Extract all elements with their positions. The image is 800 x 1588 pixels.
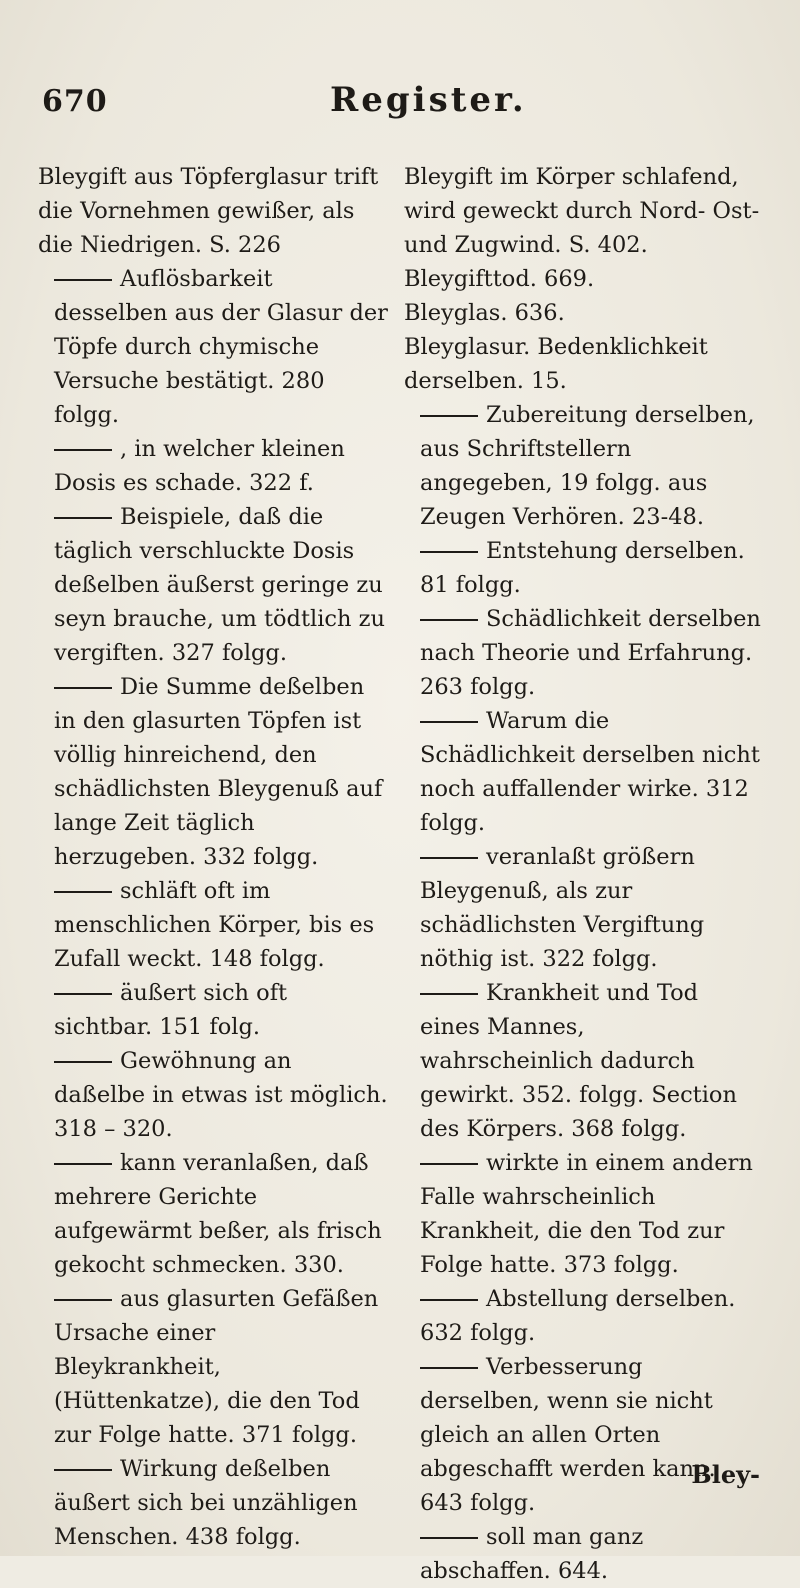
entry-text: Verbesserung derselben, wenn sie nicht gleich an allen Orten abgeschafft werden kann. 643 folgg. — [420, 1354, 716, 1516]
entry-text: aus glasurten Gefäßen Ursache einer Bleykrankheit, (Hüttenkatze), die den Tod zur Folge hatte. 371 folgg. — [54, 1286, 379, 1448]
index-subentry — [38, 1146, 388, 1282]
entry-text: Die Summe deßelben in den glasurten Töpfen ist völlig hinreichend, den schädlichsten Bleygenuß auf lange Zeit täglich herzugeben. 332 folgg. — [54, 674, 383, 870]
ditto-rule — [54, 687, 112, 689]
entry-text: Entstehung derselben. 81 folgg. — [420, 538, 745, 598]
ditto-rule — [420, 415, 478, 417]
ditto-rule — [420, 1299, 478, 1301]
index-subentry — [38, 1452, 388, 1554]
index-subentry — [38, 670, 388, 874]
entry-text: wirkte in einem andern Falle wahrscheinlich Krankheit, die den Tod zur Folge hatte. 373 folgg. — [420, 1150, 753, 1278]
ditto-rule — [420, 1367, 478, 1369]
index-subentry — [38, 1282, 388, 1452]
entry-text: Krankheit und Tod eines Mannes, wahrscheinlich dadurch gewirkt. 352. folgg. Section des Körpers. 368 folgg. — [420, 980, 737, 1142]
entry-text: veranlaßt größern Bleygenuß, als zur schädlichsten Vergiftung nöthig ist. 322 folgg. — [420, 844, 705, 972]
ditto-rule — [54, 993, 112, 995]
entry-text: kann veranlaßen, daß mehrere Gerichte aufgewärmt beßer, als frisch gekocht schmecken. 330. — [54, 1150, 382, 1278]
page-number: 670 — [42, 84, 108, 119]
entry-text: schläft oft im menschlichen Körper, bis es Zufall weckt. 148 folgg. — [54, 878, 375, 972]
entry-text: Bleygift im Körper schlafend, wird geweckt durch Nord- Ost- und Zugwind. S. 402. — [404, 164, 760, 258]
ditto-rule — [54, 449, 112, 451]
index-subentry — [404, 398, 764, 534]
entry-text: Bleygifttod. 669. — [404, 266, 595, 292]
entry-text: , in welcher kleinen Dosis es schade. 322 f. — [54, 436, 345, 496]
entry-text: Schädlichkeit derselben nach Theorie und Erfahrung. 263 folgg. — [420, 606, 761, 700]
ditto-rule — [54, 1061, 112, 1063]
ditto-rule — [54, 891, 112, 893]
ditto-rule — [54, 279, 112, 281]
entry-text: Wirkung deßelben äußert sich bei unzähligen Menschen. 438 folgg. — [54, 1456, 358, 1550]
entry-text: Bleygift aus Töpferglasur trift die Vornehmen gewißer, als die Niedrigen. S. 226 — [38, 164, 379, 258]
index-subentry — [404, 534, 764, 602]
index-subentry — [38, 262, 388, 432]
entry-text: Zubereitung derselben, aus Schriftstellern angegeben, 19 folgg. aus Zeugen Verhören. 23-48. — [420, 402, 755, 530]
index-subentry — [38, 500, 388, 670]
index-subentry — [404, 840, 764, 976]
right-column — [404, 160, 764, 1588]
index-subentry — [404, 602, 764, 704]
entry-text: Bleyglas. 636. — [404, 300, 565, 326]
index-subentry — [404, 1146, 764, 1282]
ditto-rule — [420, 1537, 478, 1539]
running-title: Register. — [330, 80, 527, 120]
index-subentry — [38, 1044, 388, 1146]
left-column — [38, 160, 388, 1554]
ditto-rule — [420, 857, 478, 859]
index-entry — [404, 330, 764, 398]
ditto-rule — [420, 551, 478, 553]
entry-text: soll man ganz abschaffen. 644. — [420, 1524, 644, 1584]
index-subentry — [404, 704, 764, 840]
entry-text: Warum die Schädlichkeit derselben nicht noch auffallender wirke. 312 folgg. — [420, 708, 760, 836]
index-subentry — [404, 1520, 764, 1588]
ditto-rule — [420, 1163, 478, 1165]
entry-text: Beispiele, daß die täglich verschluckte Dosis deßelben äußerst geringe zu seyn brauche, um tödtlich zu vergiften. 327 folgg. — [54, 504, 385, 666]
index-entry — [404, 160, 764, 262]
ditto-rule — [420, 721, 478, 723]
index-entry — [404, 262, 764, 296]
ditto-rule — [54, 1469, 112, 1471]
index-subentry — [38, 874, 388, 976]
ditto-rule — [54, 1163, 112, 1165]
catchword: Bley- — [691, 1460, 760, 1489]
entry-text: Bleyglasur. Bedenklichkeit derselben. 15. — [404, 334, 708, 394]
entry-text: Gewöhnung an daßelbe in etwas ist möglich. 318 – 320. — [54, 1048, 388, 1142]
index-entry — [404, 296, 764, 330]
ditto-rule — [420, 993, 478, 995]
ditto-rule — [54, 517, 112, 519]
index-subentry — [404, 1282, 764, 1350]
ditto-rule — [54, 1299, 112, 1301]
entry-text: Auflösbarkeit desselben aus der Glasur der Töpfe durch chymische Versuche bestätigt. 280 folgg. — [54, 266, 388, 428]
index-subentry — [404, 976, 764, 1146]
ditto-rule — [420, 619, 478, 621]
entry-text: äußert sich oft sichtbar. 151 folg. — [54, 980, 288, 1040]
index-subentry — [38, 976, 388, 1044]
index-subentry — [38, 432, 388, 500]
entry-text: Abstellung derselben. 632 folgg. — [420, 1286, 736, 1346]
index-subentry — [404, 1350, 764, 1520]
index-entry — [38, 160, 388, 262]
